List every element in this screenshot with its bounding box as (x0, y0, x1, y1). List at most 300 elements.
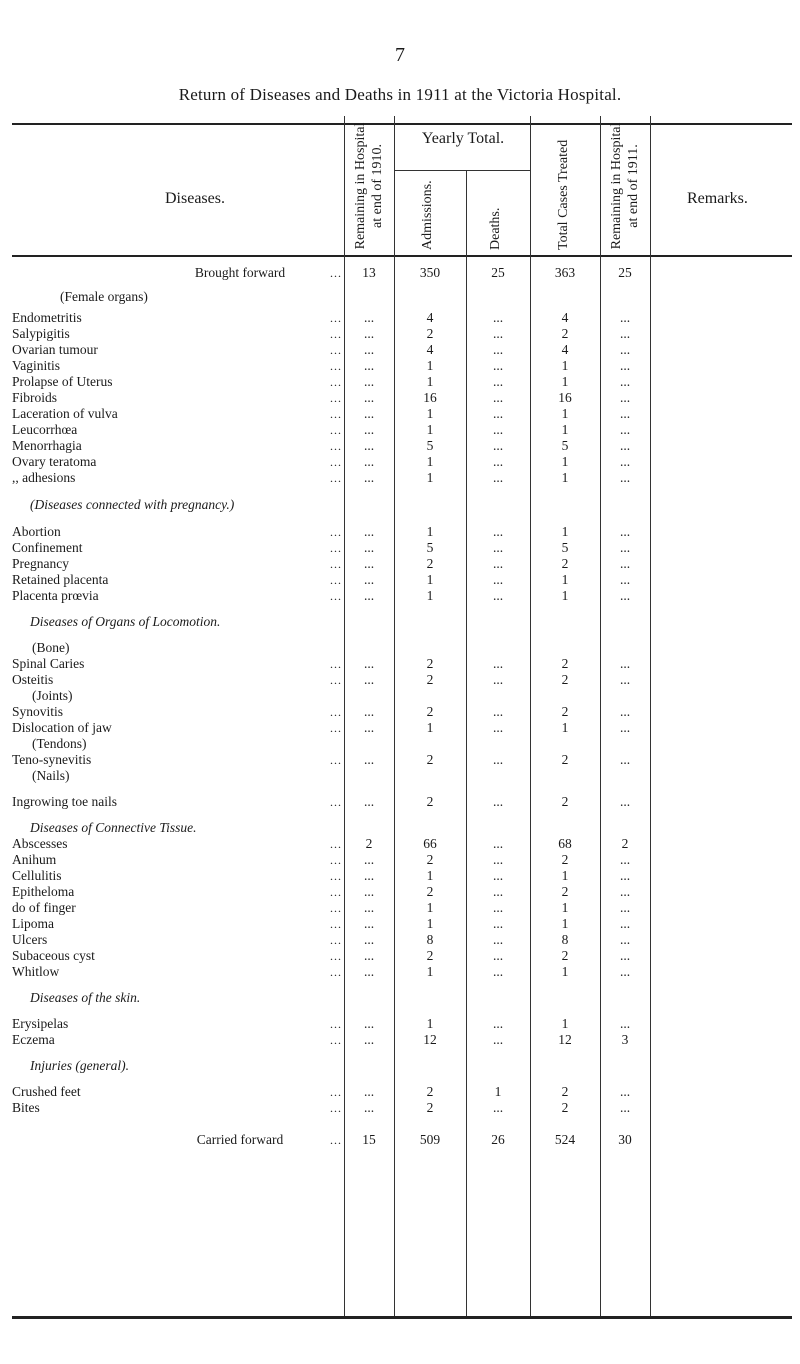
total-treated-cell: 2 (561, 752, 569, 767)
admissions-cell: 2 (426, 556, 434, 571)
disease-name: Lipoma (12, 916, 54, 931)
admissions-cell: 2 (426, 1084, 434, 1099)
section-heading (0, 640, 800, 656)
disease-name: Leucorrhœa (12, 422, 78, 437)
deaths-cell: ... (492, 556, 504, 571)
table-row (0, 374, 800, 390)
section-heading (0, 768, 800, 784)
admissions-cell: 1 (426, 470, 434, 485)
total-treated-cell: 16 (558, 390, 572, 405)
admissions-cell: 2 (426, 704, 434, 719)
admissions-cell: 1 (426, 1016, 434, 1031)
remaining-1910-cell: ... (363, 390, 375, 405)
remaining-1910-cell: ... (363, 720, 375, 735)
disease-name: Ingrowing toe nails (12, 794, 117, 809)
leader-dots: ... (330, 657, 342, 671)
remaining-1911-cell: ... (619, 470, 631, 485)
leader-dots: ... (330, 311, 342, 325)
admissions-cell: 12 (423, 1032, 437, 1047)
admissions-cell: 1 (426, 868, 434, 883)
remaining-1910-cell: ... (363, 704, 375, 719)
total-treated-cell: 12 (558, 1032, 572, 1047)
remaining-1910-cell: ... (363, 1084, 375, 1099)
admissions-cell: 1 (426, 572, 434, 587)
remaining-1910-cell: ... (363, 752, 375, 767)
leader-dots: ... (330, 949, 342, 963)
total-treated-cell: 2 (561, 884, 569, 899)
admissions-cell: 2 (426, 884, 434, 899)
table-row (0, 900, 800, 916)
deaths-cell: 1 (494, 1084, 502, 1099)
disease-name: Abscesses (12, 836, 68, 851)
remaining-1910-cell: ... (363, 572, 375, 587)
yearly-total-rule (394, 170, 530, 171)
total-treated-cell: 1 (561, 470, 569, 485)
remaining-1911-cell: ... (619, 374, 631, 389)
remaining-1910-cell: ... (363, 1100, 375, 1115)
page-number: 7 (395, 44, 405, 66)
deaths-cell: ... (492, 752, 504, 767)
remaining-1910-cell: ... (363, 438, 375, 453)
section-heading (0, 289, 800, 305)
leader-dots: ... (330, 557, 342, 571)
table-row (0, 1084, 800, 1100)
remaining-1910-cell: ... (363, 422, 375, 437)
total-treated-cell: 1 (561, 358, 569, 373)
disease-name: Fibroids (12, 390, 58, 405)
remaining-1910-cell: 2 (365, 836, 373, 851)
admissions-cell: 4 (426, 310, 434, 325)
remaining-1911-cell: ... (619, 752, 631, 767)
header-remaining-1910: Remaining in Hospital at end of 1910. (353, 122, 385, 250)
leader-dots: ... (330, 1101, 342, 1115)
leader-dots: ... (330, 375, 342, 389)
remaining-1911-cell: 3 (621, 1032, 629, 1047)
disease-name: Eczema (12, 1032, 55, 1047)
table-row (0, 932, 800, 948)
table-row (0, 672, 800, 688)
total-treated-cell: 68 (558, 836, 572, 851)
leader-dots: ... (330, 673, 342, 687)
admissions-cell: 1 (426, 374, 434, 389)
leader-dots: ... (330, 753, 342, 767)
remaining-1911-cell: ... (619, 390, 631, 405)
header-bottom-rule (12, 255, 792, 257)
table-row (0, 948, 800, 964)
header-total-treated: Total Cases Treated (556, 139, 571, 250)
remaining-1911-cell: ... (619, 948, 631, 963)
admissions-cell: 8 (426, 932, 434, 947)
deaths-cell: ... (492, 438, 504, 453)
disease-name: Laceration of vulva (12, 406, 118, 421)
remaining-1910-cell: ... (363, 1016, 375, 1031)
deaths-cell: 25 (491, 265, 505, 280)
remaining-1911-cell: ... (619, 1016, 631, 1031)
header-remarks: Remarks. (687, 190, 748, 207)
deaths-cell: ... (492, 868, 504, 883)
disease-name: Brought forward (194, 265, 286, 280)
disease-name: Anihum (12, 852, 57, 867)
admissions-cell: 2 (426, 672, 434, 687)
total-treated-cell: 1 (561, 588, 569, 603)
admissions-cell: 2 (426, 852, 434, 867)
top-rule (12, 123, 792, 125)
total-treated-cell: 1 (561, 868, 569, 883)
disease-name: Vaginitis (12, 358, 61, 373)
total-treated-cell: 8 (561, 932, 569, 947)
deaths-cell: ... (492, 964, 504, 979)
remaining-1910-cell: 15 (362, 1132, 376, 1147)
section-heading (0, 497, 800, 513)
table-row (0, 422, 800, 438)
total-treated-cell: 2 (561, 1100, 569, 1115)
leader-dots: ... (330, 455, 342, 469)
deaths-cell: ... (492, 720, 504, 735)
remaining-1911-cell: 30 (618, 1132, 632, 1147)
table-row (0, 1100, 800, 1116)
admissions-cell: 1 (426, 964, 434, 979)
total-treated-cell: 1 (561, 720, 569, 735)
disease-name: (Diseases connected with pregnancy.) (30, 497, 235, 512)
admissions-cell: 5 (426, 540, 434, 555)
remaining-1911-cell: ... (619, 720, 631, 735)
remaining-1911-cell: ... (619, 932, 631, 947)
disease-name: do of finger (12, 900, 76, 915)
remaining-1911-cell: ... (619, 406, 631, 421)
table-row (0, 470, 800, 486)
table-row (0, 524, 800, 540)
table-row (0, 964, 800, 980)
remaining-1910-cell: ... (363, 932, 375, 947)
admissions-cell: 1 (426, 422, 434, 437)
deaths-cell: ... (492, 884, 504, 899)
table-row (0, 326, 800, 342)
disease-name: Whitlow (12, 964, 60, 979)
table-row (0, 406, 800, 422)
leader-dots: ... (330, 869, 342, 883)
leader-dots: ... (330, 721, 342, 735)
remaining-1910-cell: ... (363, 540, 375, 555)
leader-dots: ... (330, 917, 342, 931)
disease-name: Spinal Caries (12, 656, 85, 671)
leader-dots: ... (330, 343, 342, 357)
header-yearly-total: Yearly Total. (421, 130, 505, 147)
disease-name: Teno-synevitis (12, 752, 92, 767)
leader-dots: ... (330, 885, 342, 899)
disease-name: Ulcers (12, 932, 48, 947)
table-row (0, 588, 800, 604)
deaths-cell: ... (492, 422, 504, 437)
leader-dots: ... (330, 853, 342, 867)
remaining-1911-cell: ... (619, 438, 631, 453)
table-row (0, 310, 800, 326)
remaining-1910-cell: ... (363, 310, 375, 325)
deaths-cell: ... (492, 900, 504, 915)
deaths-cell: ... (492, 704, 504, 719)
remaining-1910-cell: ... (363, 342, 375, 357)
remaining-1911-cell: ... (619, 454, 631, 469)
deaths-cell: ... (492, 836, 504, 851)
disease-name: Crushed feet (12, 1084, 81, 1099)
section-heading (0, 990, 800, 1006)
leader-dots: ... (330, 407, 342, 421)
remaining-1910-cell: ... (363, 948, 375, 963)
disease-name: (Joints) (32, 688, 73, 703)
page-title: Return of Diseases and Deaths in 1911 at the Victoria Hospital. (178, 85, 622, 104)
table-row (0, 342, 800, 358)
leader-dots: ... (330, 266, 342, 280)
admissions-cell: 16 (423, 390, 437, 405)
table-row (0, 540, 800, 556)
disease-name: Ovarian tumour (12, 342, 98, 357)
admissions-cell: 1 (426, 406, 434, 421)
leader-dots: ... (330, 901, 342, 915)
total-treated-cell: 1 (561, 900, 569, 915)
disease-name: Erysipelas (12, 1016, 69, 1031)
table-row (0, 836, 800, 852)
admissions-cell: 1 (426, 916, 434, 931)
total-treated-cell: 1 (561, 422, 569, 437)
header-admissions: Admissions. (420, 180, 435, 250)
admissions-cell: 66 (423, 836, 437, 851)
disease-name: Carried forward (196, 1132, 284, 1147)
admissions-cell: 4 (426, 342, 434, 357)
total-treated-cell: 363 (554, 265, 576, 280)
section-heading (0, 614, 800, 630)
header-remaining-1911: Remaining in Hospital at end of 1911. (609, 122, 641, 250)
leader-dots: ... (330, 573, 342, 587)
admissions-cell: 350 (419, 265, 441, 280)
total-row (0, 1132, 800, 1148)
deaths-cell: ... (492, 406, 504, 421)
remaining-1910-cell: ... (363, 672, 375, 687)
section-heading (0, 820, 800, 836)
table-row (0, 852, 800, 868)
deaths-cell: ... (492, 374, 504, 389)
deaths-cell: ... (492, 588, 504, 603)
leader-dots: ... (330, 471, 342, 485)
total-treated-cell: 4 (561, 342, 569, 357)
remaining-1910-cell: ... (363, 326, 375, 341)
remaining-1911-cell: ... (619, 540, 631, 555)
leader-dots: ... (330, 391, 342, 405)
remaining-1911-cell: ... (619, 310, 631, 325)
total-row (0, 265, 800, 281)
deaths-cell: ... (492, 358, 504, 373)
remaining-1910-cell: ... (363, 454, 375, 469)
remaining-1910-cell: ... (363, 470, 375, 485)
deaths-cell: ... (492, 540, 504, 555)
total-treated-cell: 1 (561, 1016, 569, 1031)
total-treated-cell: 2 (561, 672, 569, 687)
disease-name: Menorrhagia (12, 438, 82, 453)
total-treated-cell: 524 (554, 1132, 576, 1147)
deaths-cell: ... (492, 1100, 504, 1115)
remaining-1910-cell: ... (363, 852, 375, 867)
deaths-cell: ... (492, 390, 504, 405)
disease-name: (Nails) (32, 768, 70, 783)
admissions-cell: 2 (426, 794, 434, 809)
admissions-cell: 2 (426, 326, 434, 341)
remaining-1910-cell: ... (363, 794, 375, 809)
total-treated-cell: 5 (561, 540, 569, 555)
deaths-cell: 26 (491, 1132, 505, 1147)
admissions-cell: 1 (426, 524, 434, 539)
header-deaths: Deaths. (488, 207, 503, 250)
total-treated-cell: 2 (561, 794, 569, 809)
leader-dots: ... (330, 795, 342, 809)
deaths-cell: ... (492, 310, 504, 325)
remaining-1911-cell: ... (619, 588, 631, 603)
table-row (0, 868, 800, 884)
table-row (0, 556, 800, 572)
remaining-1910-cell: ... (363, 884, 375, 899)
table-row (0, 1032, 800, 1048)
disease-name: Salypigitis (12, 326, 70, 341)
leader-dots: ... (330, 837, 342, 851)
section-heading (0, 736, 800, 752)
disease-name: Retained placenta (12, 572, 109, 587)
admissions-cell: 1 (426, 588, 434, 603)
total-treated-cell: 2 (561, 656, 569, 671)
admissions-cell: 1 (426, 720, 434, 735)
leader-dots: ... (330, 423, 342, 437)
disease-name: Placenta prœvia (12, 588, 99, 603)
header-diseases: Diseases. (165, 190, 225, 207)
leader-dots: ... (330, 1017, 342, 1031)
disease-name: (Tendons) (32, 736, 87, 751)
remaining-1911-cell: ... (619, 358, 631, 373)
total-treated-cell: 2 (561, 948, 569, 963)
total-treated-cell: 1 (561, 406, 569, 421)
table-row (0, 704, 800, 720)
disease-name: Bites (12, 1100, 40, 1115)
disease-name: (Bone) (32, 640, 70, 655)
leader-dots: ... (330, 705, 342, 719)
deaths-cell: ... (492, 470, 504, 485)
bottom-rule (12, 1316, 792, 1319)
deaths-cell: ... (492, 524, 504, 539)
remaining-1911-cell: ... (619, 524, 631, 539)
total-treated-cell: 2 (561, 852, 569, 867)
remaining-1910-cell: 13 (362, 265, 376, 280)
admissions-cell: 2 (426, 752, 434, 767)
table-row (0, 752, 800, 768)
leader-dots: ... (330, 439, 342, 453)
remaining-1911-cell: ... (619, 884, 631, 899)
deaths-cell: ... (492, 326, 504, 341)
remaining-1910-cell: ... (363, 656, 375, 671)
leader-dots: ... (330, 1133, 342, 1147)
disease-name: Synovitis (12, 704, 64, 719)
admissions-cell: 1 (426, 900, 434, 915)
deaths-cell: ... (492, 656, 504, 671)
remaining-1910-cell: ... (363, 556, 375, 571)
leader-dots: ... (330, 1085, 342, 1099)
remaining-1911-cell: ... (619, 964, 631, 979)
disease-name: Ovary teratoma (12, 454, 97, 469)
total-treated-cell: 4 (561, 310, 569, 325)
remaining-1911-cell: ... (619, 556, 631, 571)
deaths-cell: ... (492, 852, 504, 867)
remaining-1910-cell: ... (363, 868, 375, 883)
total-treated-cell: 1 (561, 572, 569, 587)
leader-dots: ... (330, 327, 342, 341)
remaining-1911-cell: ... (619, 572, 631, 587)
remaining-1911-cell: ... (619, 672, 631, 687)
remaining-1911-cell: ... (619, 900, 631, 915)
total-treated-cell: 1 (561, 374, 569, 389)
remaining-1911-cell: ... (619, 422, 631, 437)
remaining-1911-cell: 25 (618, 265, 632, 280)
deaths-cell: ... (492, 1032, 504, 1047)
leader-dots: ... (330, 589, 342, 603)
table-row (0, 720, 800, 736)
total-treated-cell: 1 (561, 524, 569, 539)
deaths-cell: ... (492, 572, 504, 587)
table-row (0, 1016, 800, 1032)
total-treated-cell: 2 (561, 1084, 569, 1099)
remaining-1911-cell: ... (619, 1084, 631, 1099)
remaining-1910-cell: ... (363, 900, 375, 915)
disease-name: (Female organs) (60, 289, 148, 304)
deaths-cell: ... (492, 454, 504, 469)
table-row (0, 358, 800, 374)
total-treated-cell: 2 (561, 326, 569, 341)
remaining-1910-cell: ... (363, 374, 375, 389)
leader-dots: ... (330, 933, 342, 947)
disease-name: Cellulitis (12, 868, 62, 883)
disease-name: ,, adhesions (12, 470, 76, 485)
remaining-1911-cell: 2 (621, 836, 629, 851)
admissions-cell: 1 (426, 358, 434, 373)
remaining-1911-cell: ... (619, 1100, 631, 1115)
disease-name: Epitheloma (12, 884, 75, 899)
section-heading (0, 1058, 800, 1074)
section-heading (0, 688, 800, 704)
total-treated-cell: 1 (561, 916, 569, 931)
remaining-1911-cell: ... (619, 704, 631, 719)
remaining-1911-cell: ... (619, 326, 631, 341)
disease-name: Diseases of Organs of Locomotion. (30, 614, 221, 629)
deaths-cell: ... (492, 794, 504, 809)
total-treated-cell: 2 (561, 556, 569, 571)
total-treated-cell: 1 (561, 454, 569, 469)
disease-name: Diseases of Connective Tissue. (30, 820, 197, 835)
admissions-cell: 2 (426, 656, 434, 671)
remaining-1911-cell: ... (619, 342, 631, 357)
table-row (0, 656, 800, 672)
disease-name: Confinement (12, 540, 83, 555)
admissions-cell: 2 (426, 1100, 434, 1115)
table-row (0, 390, 800, 406)
total-treated-cell: 1 (561, 964, 569, 979)
leader-dots: ... (330, 1033, 342, 1047)
remaining-1910-cell: ... (363, 524, 375, 539)
remaining-1910-cell: ... (363, 964, 375, 979)
admissions-cell: 1 (426, 454, 434, 469)
remaining-1910-cell: ... (363, 916, 375, 931)
remaining-1911-cell: ... (619, 916, 631, 931)
remaining-1911-cell: ... (619, 794, 631, 809)
disease-name: Osteitis (12, 672, 54, 687)
leader-dots: ... (330, 359, 342, 373)
remaining-1911-cell: ... (619, 852, 631, 867)
remaining-1910-cell: ... (363, 588, 375, 603)
disease-name: Prolapse of Uterus (12, 374, 113, 389)
table-row (0, 572, 800, 588)
disease-name: Dislocation of jaw (12, 720, 112, 735)
